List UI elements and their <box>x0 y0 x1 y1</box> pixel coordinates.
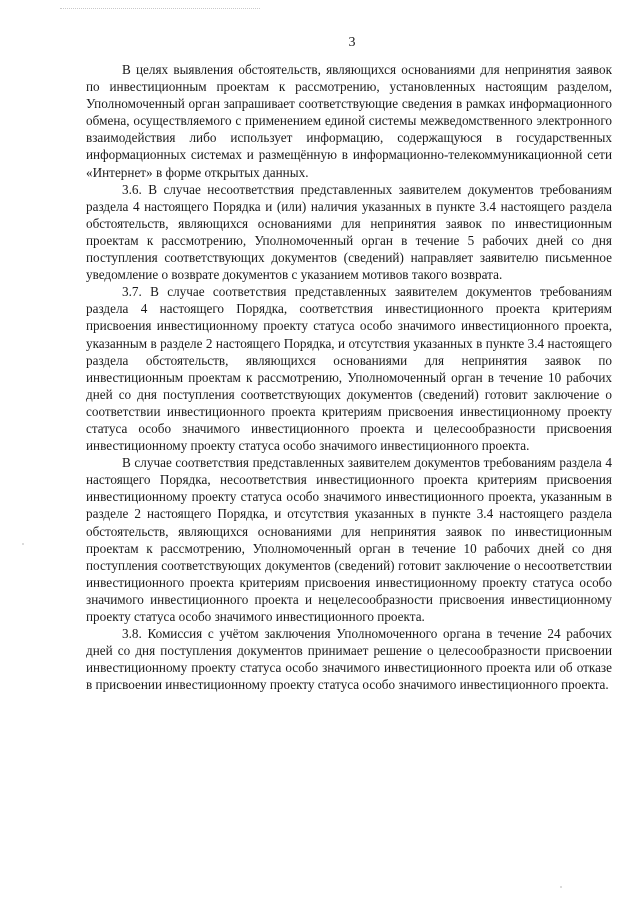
paragraph-3-8: 3.8. Комиссия с учётом заключения Уполномоченного органа в течение 24 рабочих дней со дня поступления документов принимает решение о целесообразности присвоении инвестиционному проекту статуса особо значимого инвестиционного проекта или об отказе в присвоении инвестиционному проекту статуса особо значимого инвестиционного проекта. <box>86 626 612 693</box>
paragraph-data-sources: В целях выявления обстоятельств, являющихся основаниями для непринятия заявок по инвестиционным проектам к рассмотрению, установленных настоящим разделом, Уполномоченный орган запрашивает соответствующие сведения в рамках информационного обмена, осуществляемого с применением единой системы межведомственного электронного взаимодействия либо использует информацию, содержащуюся в государственных информационных системах и размещённую в информационно-телекоммуникационной сети «Интернет» в форме открытых данных. <box>86 62 612 180</box>
paragraph-3-6: 3.6. В случае несоответствия представленных заявителем документов требованиям раздела 4 настоящего Порядка и (или) наличия указанных в пункте 3.4 настоящего раздела обстоятельств, являющихся основаниями для непринятия заявок по инвестиционным проектам к рассмотрению, Уполномоченный орган в течение 5 рабочих дней со дня поступления соответствующих документов (сведений) направляет заявителю письменное уведомление о возврате документов с указанием мотивов такого возврата. <box>86 181 612 283</box>
paragraph-3-7-negative: В случае соответствия представленных заявителем документов требованиям раздела 4 настоящего Порядка, несоответствия инвестиционного проекта критериям присвоения инвестиционному проекту статуса особо значимого инвестиционного проекта, указанным в разделе 2 настоящего Порядка, и отсутствия указанных в пункте 3.4 настоящего раздела обстоятельств, являющихся основаниями для непринятия заявок по инвестиционным проектам к рассмотрению, Уполномоченный орган в течение 10 рабочих дней со дня поступления соответствующих документов (сведений) готовит заключение о несоответствии инвестиционного проекта критериям присвоения инвестиционному проекту статуса особо значимого инвестиционного проекта и нецелесообразности присвоения инвестиционному проекту статуса особо значимого инвестиционного проекта. <box>86 455 612 624</box>
scan-artifact-dot <box>560 886 562 888</box>
scan-artifact-dot <box>22 543 24 545</box>
scan-artifact <box>60 8 260 11</box>
page-number: 3 <box>348 35 356 50</box>
paragraph-3-7: 3.7. В случае соответствия представленных заявителем документов требованиям раздела 4 настоящего Порядка, соответствия инвестиционного проекта критериям присвоения инвестиционному проекту статуса особо значимого инвестиционного проекта, указанным в разделе 2 настоящего Порядка, и отсутствия указанных в пункте 3.4 настоящего раздела обстоятельств, являющихся основаниями для непринятия заявок по инвестиционным проектам к рассмотрению, Уполномоченный орган в течение 10 рабочих дней со дня поступления соответствующих документов (сведений) готовит заключение о соответствии инвестиционного проекта критериям присвоения инвестиционному проекту статуса особо значимого инвестиционного проекта и целесообразности присвоения инвестиционному проекту статуса особо значимого инвестиционного проекта. <box>86 284 612 454</box>
